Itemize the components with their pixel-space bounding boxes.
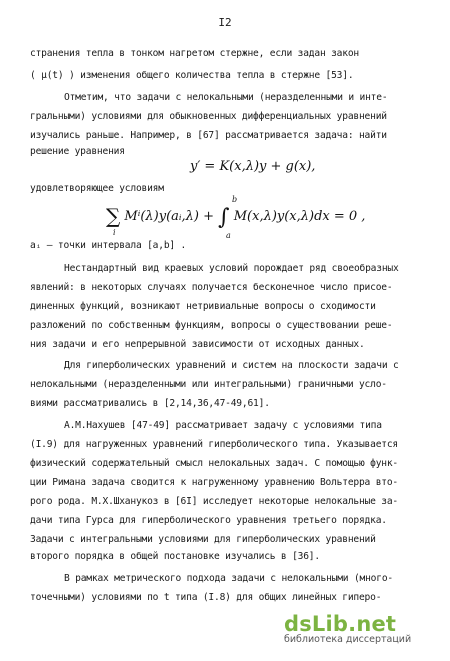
integral-upper-limit: b <box>232 195 238 204</box>
text-line: ния задачи и его непрерывной зависимости от исходных данных. <box>30 339 365 350</box>
text-line: странения тепла в тонком нагретом стержне, если задан закон <box>30 48 359 59</box>
equation-2-left: Mⁱ(λ)y(aᵢ,λ) + <box>124 209 214 224</box>
equation-2 <box>106 204 365 230</box>
integral-lower-limit: a <box>226 231 231 240</box>
text-line: точечными) условиями по t типа (I.8) для общих линейных гиперо- <box>30 592 382 603</box>
page-number: I2 <box>218 16 232 29</box>
text-line: изучались раньше. Например, в [67] рассматривается задача: найти <box>30 130 387 141</box>
text-line: второго порядка в общей постановке изучались в [36]. <box>30 551 320 562</box>
sum-index: i <box>113 228 116 237</box>
text-line: В рамках метрического подхода задачи с нелокальными (много- <box>64 573 393 584</box>
text-line: Отметим, что задачи с нелокальными (неразделенными и инте- <box>64 92 388 103</box>
text-line: удовлетворяющее условиям <box>30 183 164 194</box>
equation-1: y′ = K(x,λ)y + g(x), <box>190 159 316 174</box>
text-line: А.М.Нахушев [47-49] рассматривает задачу с условиями типа <box>64 420 382 431</box>
text-line: физический содержательный смысл нелокальных задач. С помощью функ- <box>30 458 399 469</box>
text-line: решение уравнения <box>30 146 125 157</box>
watermark <box>284 612 444 645</box>
watermark-subtitle: библиотека диссертаций <box>284 634 412 645</box>
text-line: ( μ(t) ) изменения общего количества тепла в стержне [53]. <box>30 70 354 81</box>
text-line: дачи типа Гурса для гиперболического уравнения третьего порядка. <box>30 515 387 526</box>
text-line: aᵢ – точки интервала [a,b] . <box>30 240 187 251</box>
text-line: явлений: в некоторых случаях получается бесконечное число присое- <box>30 282 393 293</box>
text-line: Для гиперболических уравнений и систем на плоскости задачи с <box>64 360 399 371</box>
text-line: диненных функций, возникают нетривиальные вопросы о сходимости <box>30 301 376 312</box>
equation-2-right: M(x,λ)y(x,λ)dx = 0 , <box>233 209 366 224</box>
watermark-logo: dsLib.net <box>284 612 397 636</box>
text-line: виями рассматривались в [2,14,36,47-49,61]. <box>30 398 270 409</box>
summation-sign: ∑ <box>106 204 121 228</box>
text-line: разложений по собственным функциям, вопросы о существовании реше- <box>30 320 393 331</box>
text-line: нелокальными (неразделенными или интегральными) граничными усло- <box>30 379 387 390</box>
integral-sign: ∫ <box>218 205 230 230</box>
text-line: (I.9) для нагруженных уравнений гиперболического типа. Указывается <box>30 439 399 450</box>
text-line: рого рода. М.Х.Шханукоз в [6I] исследует некоторые нелокальные за- <box>30 496 399 507</box>
text-line: ции Римана задача сводится к нагруженному уравнению Вольтерра вто- <box>30 477 399 488</box>
text-line: гральными) условиями для обыкновенных дифференциальных уравнений <box>30 111 387 122</box>
text-line: Задачи с интегральными условиями для гиперболических уравнений <box>30 534 376 545</box>
text-line: Нестандартный вид краевых условий порождает ряд своеобразных <box>64 263 399 274</box>
